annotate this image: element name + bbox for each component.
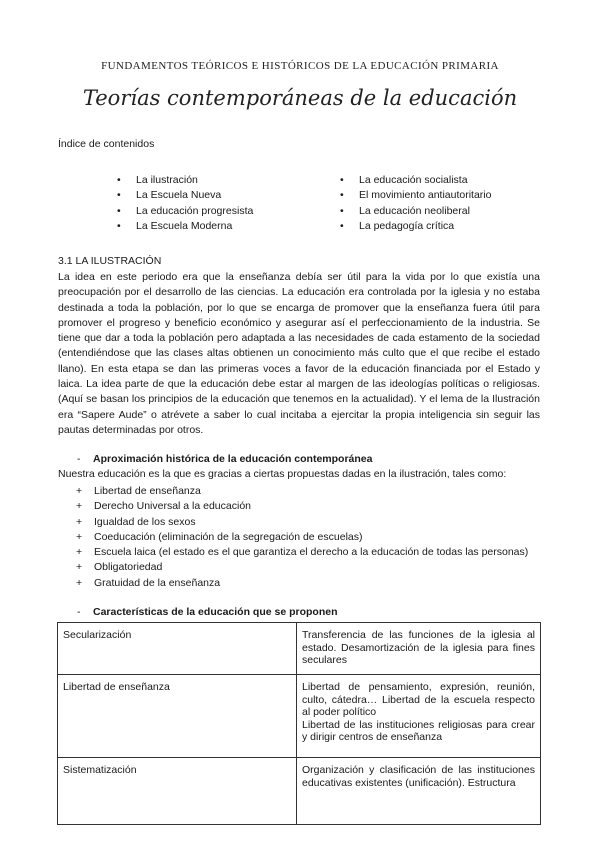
dash-marker: - [77,606,81,618]
subsection-heading-features [58,606,338,618]
list-item: + Escuela laica (el estado es el que garantiza el derecho a la educación de todas las personas) [76,545,528,560]
table-row [58,675,541,758]
toc-item: • La pedagogía crítica [340,219,491,234]
table-cell-name: Secularización [58,623,297,675]
toc-item: • La ilustración [117,173,253,188]
subsection-title: Características de la educación que se proponen [93,606,338,618]
list-item: + Coeducación (eliminación de la segregación de escuelas) [76,530,528,545]
features-table [57,622,541,825]
dash-marker: - [77,453,81,465]
document-subtitle: Teorías contemporáneas de la educación [82,86,518,110]
subsection-intro: Nuestra educación es la que es gracias a ciertas propuestas dadas en la ilustración, tales como: [58,468,507,480]
table-cell-desc: Transferencia de las funciones de la iglesia al estado. Desamortización de la iglesia para fines seculares [297,623,541,675]
toc-label: Índice de contenidos [58,138,155,150]
toc-item: • El movimiento antiautoritario [340,188,491,203]
toc-right-list [340,173,491,234]
table-cell-name: Libertad de enseñanza [58,675,297,758]
subsection-title: Aproximación histórica de la educación contemporánea [93,453,373,465]
toc-item: • La educación socialista [340,173,491,188]
toc-item: • La Escuela Nueva [117,188,253,203]
subsection-heading-history [58,453,373,465]
course-header: FUNDAMENTOS TEÓRICOS E HISTÓRICOS DE LA EDUCACIÓN PRIMARIA [101,60,499,72]
table-row [58,758,541,825]
table-row [58,623,541,675]
proposals-list [76,484,528,591]
table-cell-name: Sistematización [58,758,297,825]
toc-left-list [117,173,253,234]
list-item: + Igualdad de los sexos [76,515,528,530]
list-item: + Gratuidad de la enseñanza [76,576,528,591]
section-body: La idea en este periodo era que la enseñanza debía ser útil para la vida por lo que existía una preocupación por el desarrollo de las ciencias. La educación era controlada por la iglesia y no estaba destinada a toda la población, por lo que se encarga de promover que la enseñanza fuera útil para promover el progreso y beneficio económico y asegurar así el perfeccionamiento de la industria. Se tiene que dar a toda la población pero adaptada a las necesidades de cada estamento de la sociedad (entendiéndose que las clases altas obtienen un conocimiento más culto que el que recibe el estado llano). En esta etapa se dan las primeras voces a favor de la educación financiada por el Estado y laica. La idea parte de que la educación debe estar al margen de las ideologías políticas o religiosas. (Aquí se basan los principios de la educación que tenemos en la actualidad). Y el lema de la Ilustración era “Sapere Aude” o atrévete a saber lo cual incitaba a ejercitar la propia inteligencia sin seguir las pautas determinadas por otros. [58,271,540,436]
section-title: 3.1 LA ILUSTRACIÓN [58,255,162,267]
table-cell-desc: Organización y clasificación de las instituciones educativas existentes (unificación). Estructura [297,758,541,825]
list-item: + Obligatoriedad [76,560,528,575]
toc-item: • La educación neoliberal [340,204,491,219]
list-item: + Derecho Universal a la educación [76,499,528,514]
toc-item: • La educación progresista [117,204,253,219]
table-cell-desc: Libertad de pensamiento, expresión, reunión, culto, cátedra… Libertad de la escuela respecto al poder político Libertad de las instituciones religiosas para crear y dirigir centros de enseñanza [297,675,541,758]
list-item: + Libertad de enseñanza [76,484,528,499]
toc-item: • La Escuela Moderna [117,219,253,234]
